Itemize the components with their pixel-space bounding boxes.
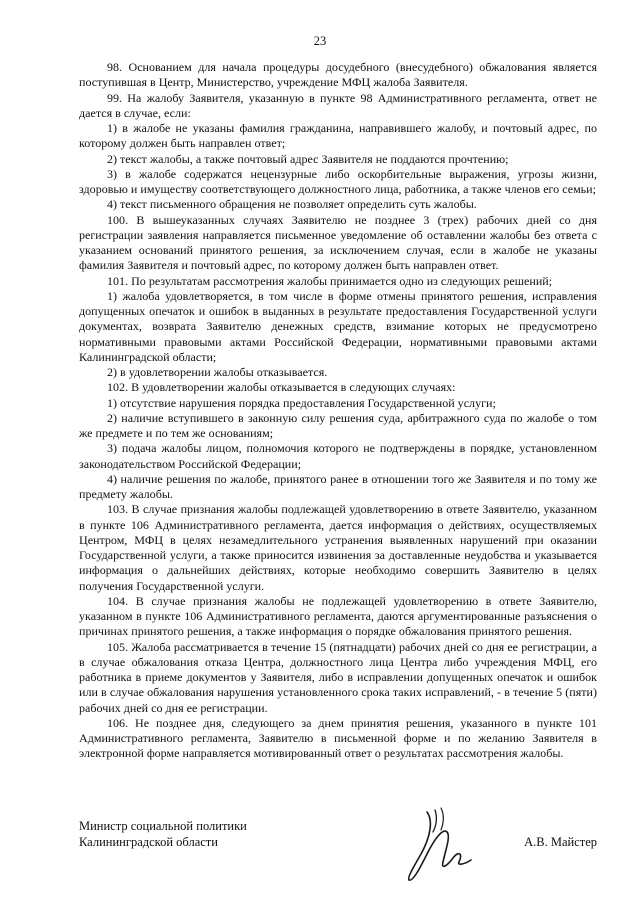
paragraph: 102. В удовлетворении жалобы отказывается в следующих случаях: bbox=[107, 380, 456, 395]
paragraph: 1) жалоба удовлетворяется, в том числе в форме отмены принятого решения, исправления допущенных опечаток и ошибок в выданных в результате предоставления Государственной услуги документах, возврата Заявителю денежных средств, взимание которых не предусмотрено нормативными правовыми актами Российской Федерации, нормативными правовыми актами Калининградской области; bbox=[79, 288, 597, 364]
paragraph: 3) в жалобе содержатся нецензурные либо оскорбительные выражения, угрозы жизни, здоровью и имуществу соответствующего должностного лица, работника, а также членов его семьи; bbox=[79, 166, 597, 196]
document-body bbox=[79, 60, 597, 762]
signatory-name: А.В. Майстер bbox=[524, 835, 597, 849]
paragraph: 4) текст письменного обращения не позволяет определить суть жалобы. bbox=[107, 197, 477, 212]
signature-block bbox=[79, 818, 597, 878]
signatory-title bbox=[79, 818, 247, 850]
paragraph: 103. В случае признания жалобы подлежащей удовлетворению в ответе Заявителю, указанном в пункте 106 Административного регламента, дается информация о действиях, осуществляемых Центром, МФЦ в целях незамедлительного устранения выявленных нарушений при оказании Государственной услуги, а также приносится извинения за доставленные неудобства и указывается информация о дальнейших действиях, которые необходимо совершить Заявителю в целях получения Государственной услуги. bbox=[79, 502, 597, 593]
paragraph: 106. Не позднее дня, следующего за днем принятия решения, указанного в пункте 101 Административного регламента, Заявителю в письменной форме и по желанию Заявителя в электронной форме направляется мотивированный ответ о результатах рассмотрения жалобы. bbox=[79, 715, 597, 761]
paragraph: 2) в удовлетворении жалобы отказывается. bbox=[107, 365, 328, 379]
paragraph: 99. На жалобу Заявителя, указанную в пункте 98 Административного регламента, ответ не дается в случае, если: bbox=[79, 90, 597, 120]
paragraph: 2) текст жалобы, а также почтовый адрес Заявителя не поддаются прочтению; bbox=[107, 151, 509, 166]
page-number: 23 bbox=[313, 34, 327, 48]
paragraph: 1) в жалобе не указаны фамилия гражданина, направившего жалобу, и почтовый адрес, по которому должен быть направлен ответ; bbox=[79, 121, 597, 151]
paragraph: 4) наличие решения по жалобе, принятого ранее в отношении того же Заявителя и по тому же предмету жалобы. bbox=[79, 471, 597, 501]
signatory-title-line: Калининградской области bbox=[79, 835, 218, 849]
signatory-title-line: Министр социальной политики bbox=[79, 819, 247, 833]
paragraph: 2) наличие вступившего в законную силу решения суда, арбитражного суда по жалобе о том же предмете и по тем же основаниям; bbox=[79, 410, 597, 440]
paragraph: 105. Жалоба рассматривается в течение 15 (пятнадцати) рабочих дней со дня ее регистрации, а в случае обжалования отказа Центра, должностного лица Центра либо учреждения МФЦ, его работника в приеме документов у Заявителя, либо в исправлении допущенных опечаток и ошибок или в случае обжалования нарушения установленного срока таких исправлений, - в течение 5 (пяти) рабочих дней со дня ее регистрации. bbox=[79, 639, 597, 715]
paragraph: 100. В вышеуказанных случаях Заявителю не позднее 3 (трех) рабочих дней со дня регистрации заявления направляется письменное уведомление об оставлении жалобы без ответа с указанием оснований принятого решения, за исключением случая, если в жалобе не указаны фамилия Заявителя и почтовый адрес, по которому должен быть направлен ответ. bbox=[79, 212, 597, 273]
paragraph: 3) подача жалобы лицом, полномочия которого не подтверждены в порядке, установленном законодательством Российской Федерации; bbox=[79, 441, 597, 471]
paragraph: 1) отсутствие нарушения порядка предоставления Государственной услуги; bbox=[107, 395, 496, 410]
paragraph: 98. Основанием для начала процедуры досудебного (внесудебного) обжалования является поступившая в Центр, Министерство, учреждение МФЦ жалоба Заявителя. bbox=[79, 60, 597, 90]
paragraph: 104. В случае признания жалобы не подлежащей удовлетворению в ответе Заявителю, указанном в пункте 106 Административного регламента, даются аргументированные разъяснения о причинах принятого решения, а также информация о порядке обжалования принятого решения. bbox=[79, 593, 597, 639]
paragraph: 101. По результатам рассмотрения жалобы принимается одно из следующих решений; bbox=[107, 273, 553, 288]
signature-icon bbox=[397, 806, 487, 886]
